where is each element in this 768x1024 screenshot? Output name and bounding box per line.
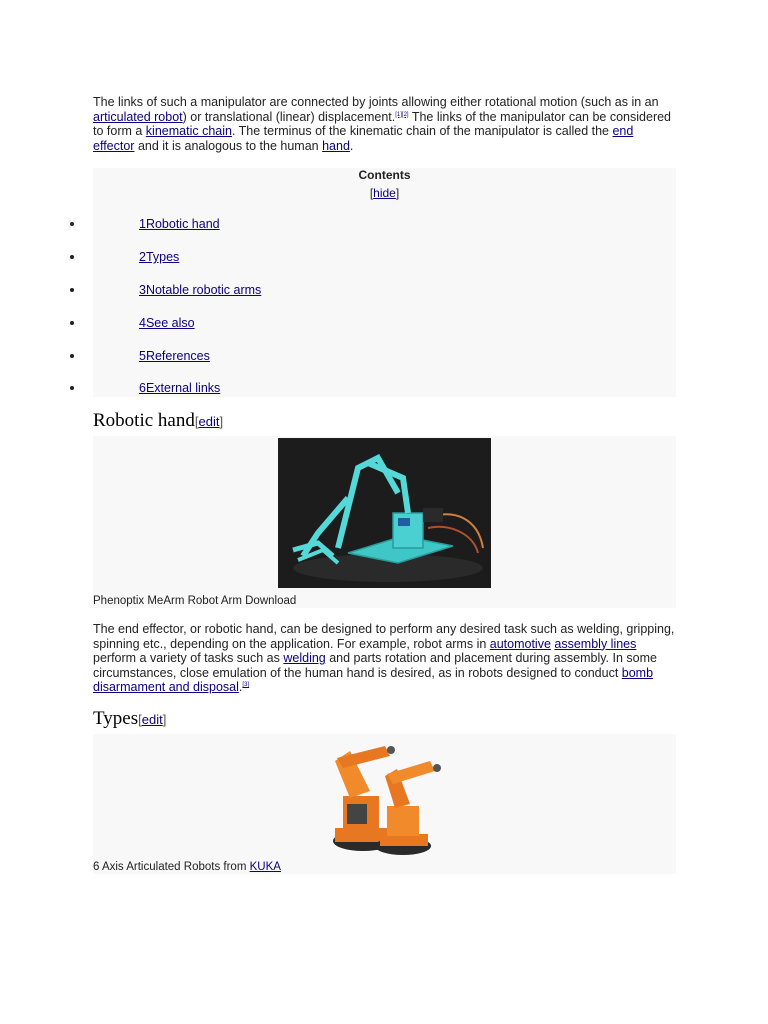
intro-text: The links of the manipulator can be considered to form a [93,109,672,139]
industrial-robot-photo[interactable] [325,736,445,856]
body-text: perform a variety of tasks such as [93,651,284,666]
toc-item-robotic-hand [93,217,393,233]
link-automotive[interactable]: automotive [489,636,551,651]
toc-link[interactable]: 6External links [139,381,221,395]
figure-caption: Phenoptix MeArm Robot Arm Download [93,595,297,607]
figure-industrial-robots [93,734,676,874]
robotic-hand-paragraph [93,622,676,695]
toc-link[interactable]: 5References [139,349,210,363]
intro-text: and it is analogous to the human [134,138,323,153]
figure-robot-arm [93,436,676,608]
bullet-icon [70,354,74,358]
link-assembly-lines[interactable]: assembly lines [554,636,637,651]
intro-text: ) or translational (linear) displacement. [182,109,396,124]
bullet-icon [70,222,74,226]
bullet-icon [70,321,74,325]
link-articulated-robot[interactable]: articulated robot [93,109,183,124]
toc-link[interactable]: 4See also [139,316,195,330]
intro-text: The links of such a manipulator are connected by joints allowing either rotational motion (such as in an [93,95,659,109]
bracket: [ [194,414,199,429]
toc-link[interactable]: 1Robotic hand [139,217,220,231]
toc-link[interactable]: 2Types [139,250,180,264]
link-kinematic-chain[interactable]: kinematic chain [145,124,232,139]
intro-text: . The terminus of the kinematic chain of the manipulator is called the [231,124,613,139]
bullet-icon [70,386,74,390]
caption-text: 6 Axis Articulated Robots from [93,861,250,873]
toc-item-see-also [93,316,393,332]
intro-text: . [349,138,354,153]
bracket: ] [395,186,400,200]
link-end-effector[interactable]: end effector [93,124,634,153]
citation-1-2[interactable]: [1][2] [395,111,409,118]
toc-hide-link[interactable]: hide [373,186,396,200]
section-heading-robotic-hand [93,410,676,437]
toc-item-types [93,250,393,266]
intro-paragraph [93,95,676,153]
section-heading-types [93,708,676,735]
link-hand[interactable]: hand [322,138,350,153]
toc-title: Contents [358,168,411,182]
table-of-contents [93,168,676,397]
citation-3[interactable]: [3] [242,682,250,689]
body-text: The end effector, or robotic hand, can be designed to perform any desired task such as welding, gripping, spinning etc., depending on the application. For example, robot arms in [93,622,675,651]
robot-arm-kit-photo[interactable] [278,438,491,588]
toc-item-external-links [93,381,393,397]
section-title: Robotic hand [93,410,195,431]
figure-caption [93,861,281,873]
body-text: and parts rotation and placement during assembly. In some circumstances, close emulation of the human hand is desired, as in robots designed to conduct [93,651,657,680]
bullet-icon [70,255,74,259]
link-bomb-disposal[interactable]: bomb disarmament and disposal [93,665,654,695]
body-text: . [238,680,243,695]
bracket: [ [369,186,374,200]
bullet-icon [70,288,74,292]
section-title: Types [93,708,139,729]
toc-item-notable-robotic-arms [93,283,393,299]
bracket: ] [219,414,224,429]
link-welding[interactable]: welding [283,651,326,666]
link-kuka[interactable]: KUKA [249,861,281,873]
edit-link[interactable]: edit [141,712,163,727]
bracket: ] [162,712,167,727]
edit-link[interactable]: edit [198,414,220,429]
toc-link[interactable]: 3Notable robotic arms [139,283,262,297]
toc-item-references [93,349,393,365]
toc-hide [93,186,676,200]
bracket: [ [138,712,142,727]
